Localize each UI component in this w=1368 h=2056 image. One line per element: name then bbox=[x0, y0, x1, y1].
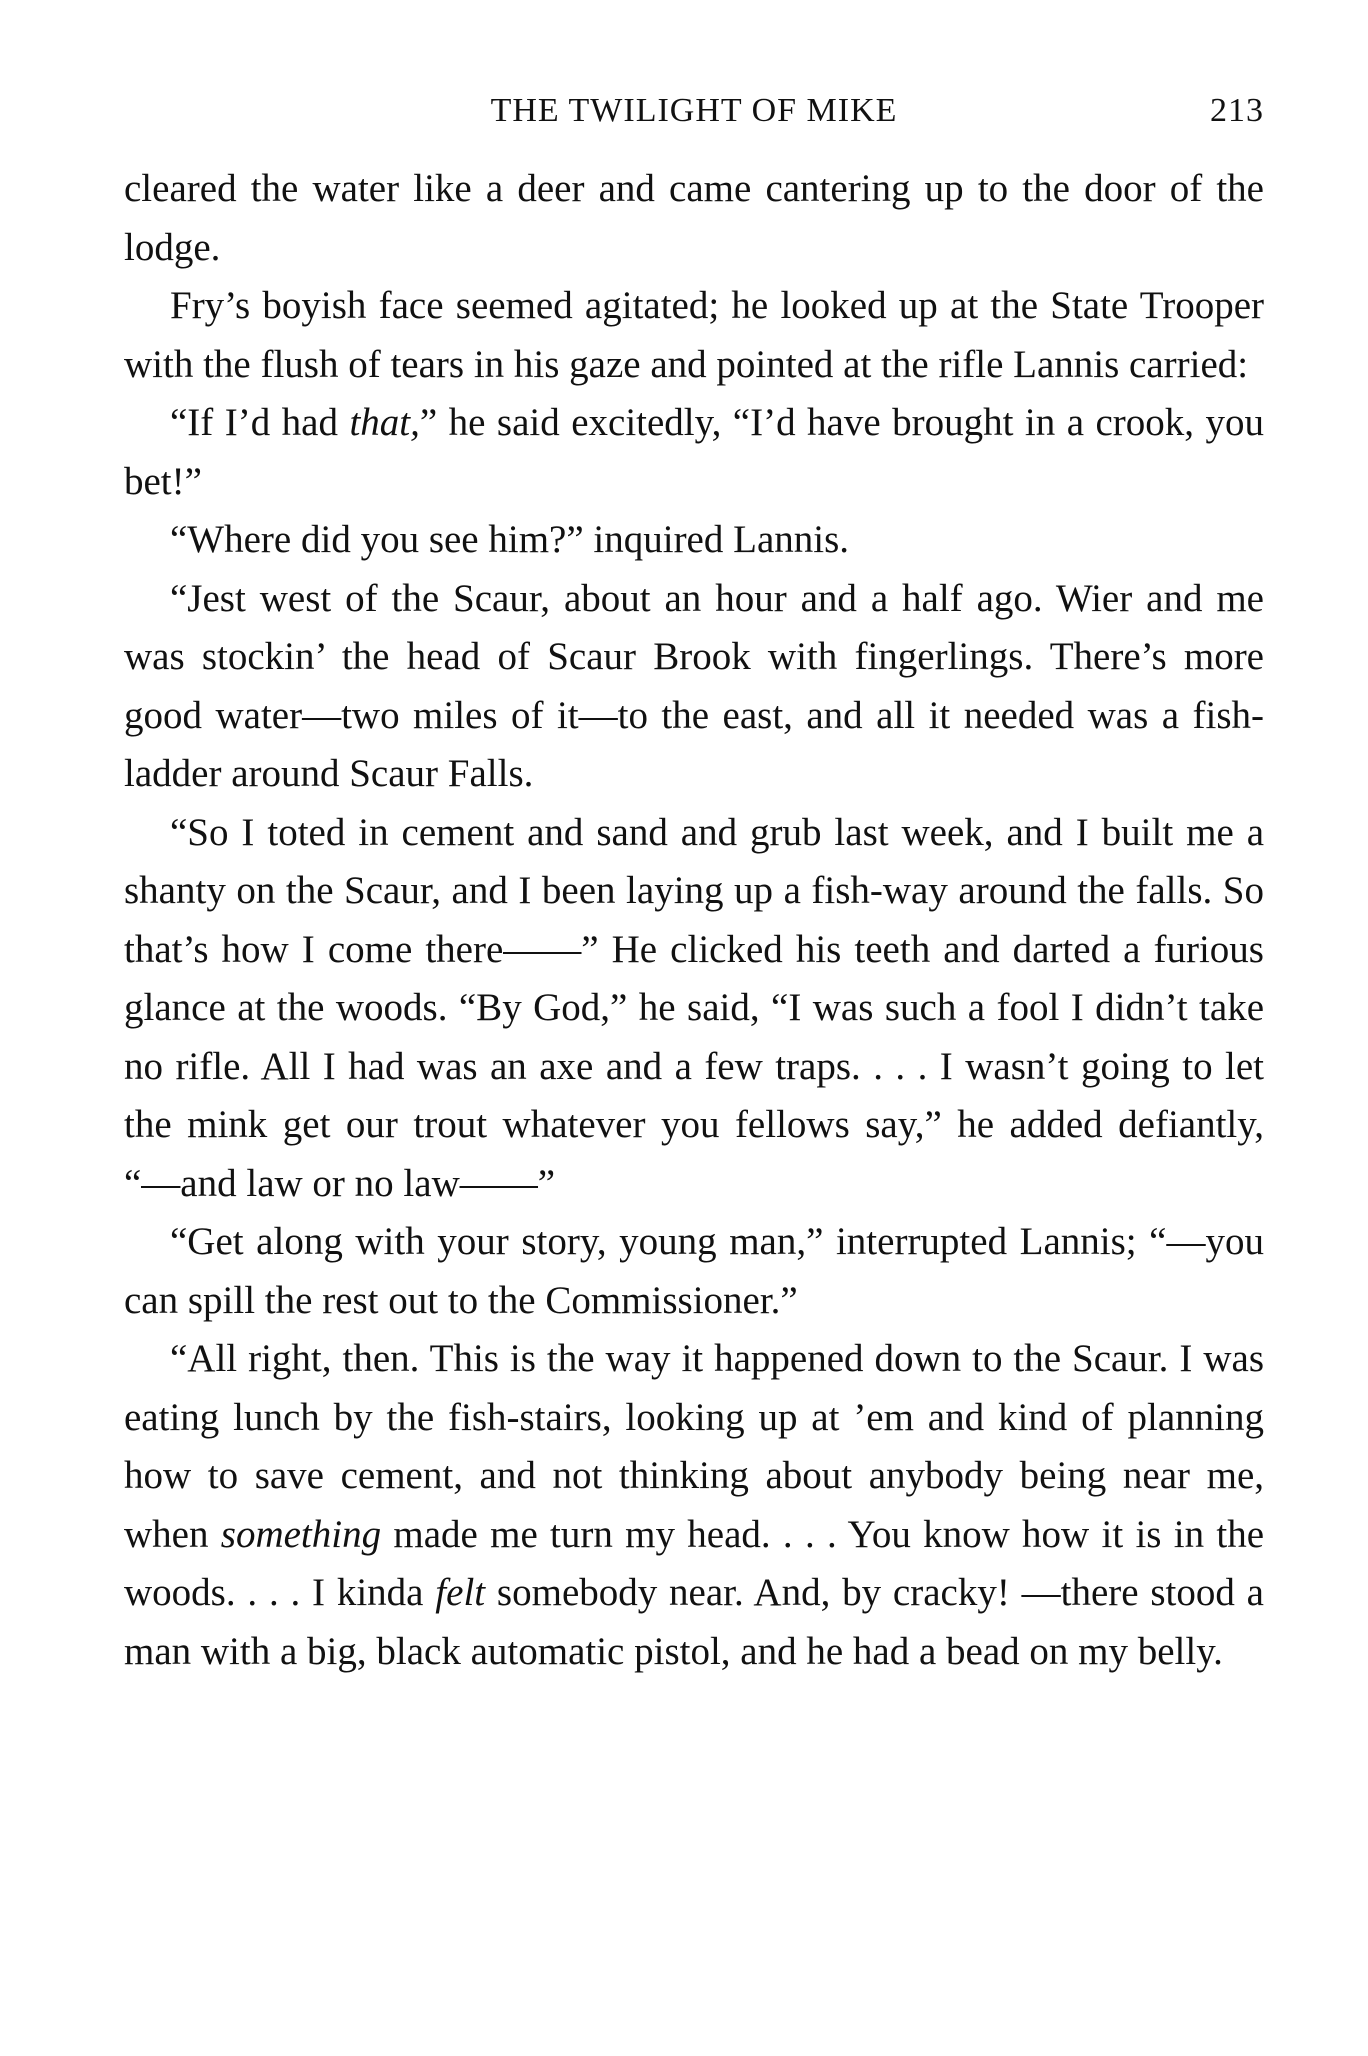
text-segment: “So I toted in cement and sand and grub last week, and I built me a shanty on the Scaur, and I been laying up a fish-way around the falls. So that’s how I come there——” He clicked his teeth and darted a furious glance at the woods. “By God,” he said, “I was such a fool I didn’t take no rifle. All I had was an axe and a few traps. . . . I wasn’t going to let the mink get our trout whatever you fellows say,” he added defiantly, “—and law or no law——” bbox=[124, 810, 1264, 1205]
paragraph bbox=[124, 1330, 1264, 1681]
text-segment: “Jest west of the Scaur, about an hour and a half ago. Wier and me was stockin’ the head of Scaur Brook with fingerlings. There’s more good water—two miles of it—to the east, and all it needed was a fish-ladder around Scaur Falls. bbox=[124, 576, 1264, 795]
paragraph bbox=[124, 804, 1264, 1214]
paragraph bbox=[124, 160, 1264, 277]
paragraph bbox=[124, 570, 1264, 804]
text-segment: “Where did you see him?” inquired Lannis. bbox=[170, 518, 850, 561]
book-page bbox=[124, 92, 1264, 1681]
italic-text: that, bbox=[349, 401, 420, 444]
text-segment: “If I’d had bbox=[170, 401, 350, 444]
paragraph bbox=[124, 277, 1264, 394]
text-segment: “All right, then. This is the way it happened down to the Scaur. I was eating lunch by the fish-stairs, looking up at ’em and kind of planning how to save cement, and not thinking about anybody being near me, when bbox=[124, 1337, 1264, 1556]
paragraph bbox=[124, 394, 1264, 511]
italic-text: felt bbox=[435, 1571, 486, 1614]
paragraph bbox=[124, 1213, 1264, 1330]
paragraph bbox=[124, 511, 1264, 570]
body-text bbox=[124, 160, 1264, 1681]
text-segment: Fry’s boyish face seemed agitated; he looked up at the State Trooper with the flush of tears in his gaze and pointed at the rifle Lannis carried: bbox=[124, 284, 1264, 386]
page-number: 213 bbox=[1210, 92, 1264, 129]
running-title: THE TWILIGHT OF MIKE bbox=[490, 92, 898, 129]
italic-text: something bbox=[220, 1512, 382, 1556]
text-segment: “Get along with your story, young man,” interrupted Lannis; “—you can spill the rest out to the Commissioner.” bbox=[124, 1220, 1264, 1322]
text-segment: somebody near. And, by cracky! —there stood a man with a big, black automatic pistol, and he had a bead on my belly. bbox=[124, 1571, 1264, 1673]
running-head bbox=[124, 92, 1264, 138]
text-segment: made me turn my head. . . . You know how it is in the woods. . . . I kinda bbox=[124, 1512, 1264, 1614]
text-segment: ” he said excitedly, “I’d have brought in a crook, you bet!” bbox=[124, 401, 1264, 503]
text-segment: cleared the water like a deer and came cantering up to the door of the lodge. bbox=[124, 167, 1264, 269]
